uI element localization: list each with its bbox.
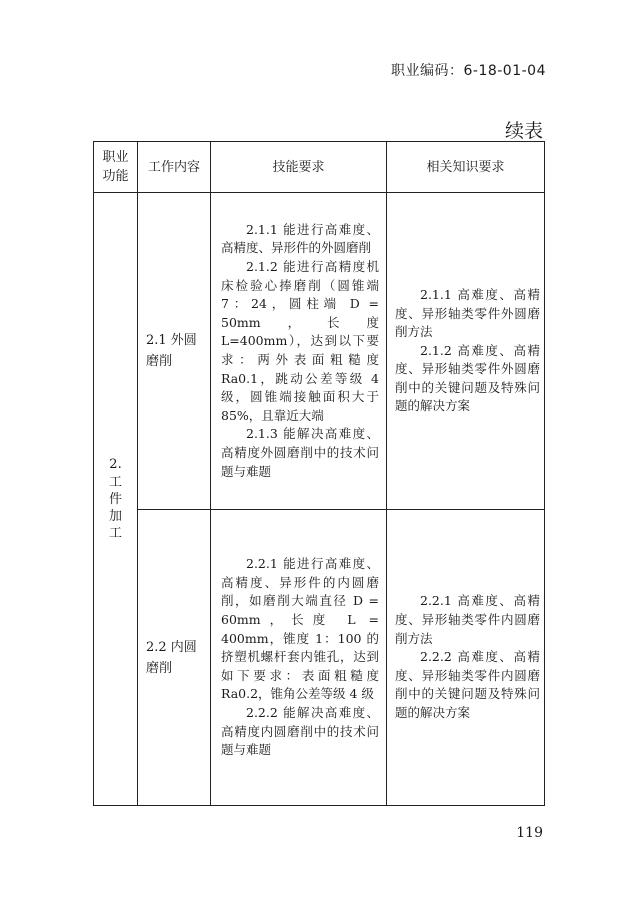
skills-cell bbox=[211, 510, 387, 806]
header-function: 职业功能 bbox=[94, 142, 138, 193]
skill-table bbox=[93, 141, 545, 806]
function-name: 工件加工 bbox=[108, 474, 122, 541]
table-header-row bbox=[94, 142, 545, 193]
knowledge-item: 2.1.2 高难度、高精度、异形轴类零件外圆磨削中的关键问题及特殊问题的解决方案 bbox=[395, 342, 540, 414]
table-row bbox=[94, 510, 545, 806]
table-row bbox=[94, 193, 545, 510]
skill-item: 2.1.2 能进行高精度机床检验心捧磨削（圆锥端 7：24，圆柱端 D = 50mm，长度 L=400mm），达到以下要求：两外表面粗糙度 Ra0.1，跳动公差等级 4 级，圆锥端接触面积大于 85%，且靠近大端 bbox=[221, 259, 379, 423]
header-content: 工作内容 bbox=[138, 142, 211, 193]
header-knowledge: 相关知识要求 bbox=[387, 142, 545, 193]
page-number: 119 bbox=[516, 825, 543, 841]
function-cell bbox=[94, 193, 138, 806]
content-cell: 2.2 内圆磨削 bbox=[138, 510, 211, 806]
function-number: 2. bbox=[109, 456, 122, 472]
knowledge-cell bbox=[387, 193, 545, 510]
occupation-code: 职业编码：6-18-01-04 bbox=[390, 63, 546, 79]
skill-item: 2.2.2 能解决高难度、高精度内圆磨削中的技术问题与难题 bbox=[221, 704, 379, 758]
knowledge-item: 2.1.1 高难度、高精度、异形轴类零件外圆磨削方法 bbox=[395, 286, 540, 340]
skill-item: 2.1.3 能解决高难度、高精度外圆磨削中的技术问题与难题 bbox=[221, 426, 379, 479]
knowledge-item: 2.2.1 高难度、高精度、异形轴类零件内圆磨削方法 bbox=[395, 593, 540, 646]
skill-item: 2.1.1 能进行高难度、高精度、异形件的外圆磨削 bbox=[221, 221, 379, 256]
content-cell: 2.1 外圆磨削 bbox=[138, 193, 211, 510]
knowledge-item: 2.2.2 高难度、高精度、异形轴类零件内圆磨削中的关键问题及特殊问题的解决方案 bbox=[395, 649, 540, 720]
continued-label: 续表 bbox=[504, 120, 543, 142]
knowledge-cell bbox=[387, 510, 545, 806]
skill-item: 2.2.1 能进行高难度、高精度、异形件的内圆磨削，如磨削大端直径 D = 60mm，长度 L = 400mm，锥度 1：100 的挤塑机螺杆套内锥孔，达到如下要求：表面粗糙度 Ra0.2，锥角公差等级 4 级 bbox=[221, 556, 379, 702]
skills-cell bbox=[211, 193, 387, 510]
header-skills: 技能要求 bbox=[211, 142, 387, 193]
